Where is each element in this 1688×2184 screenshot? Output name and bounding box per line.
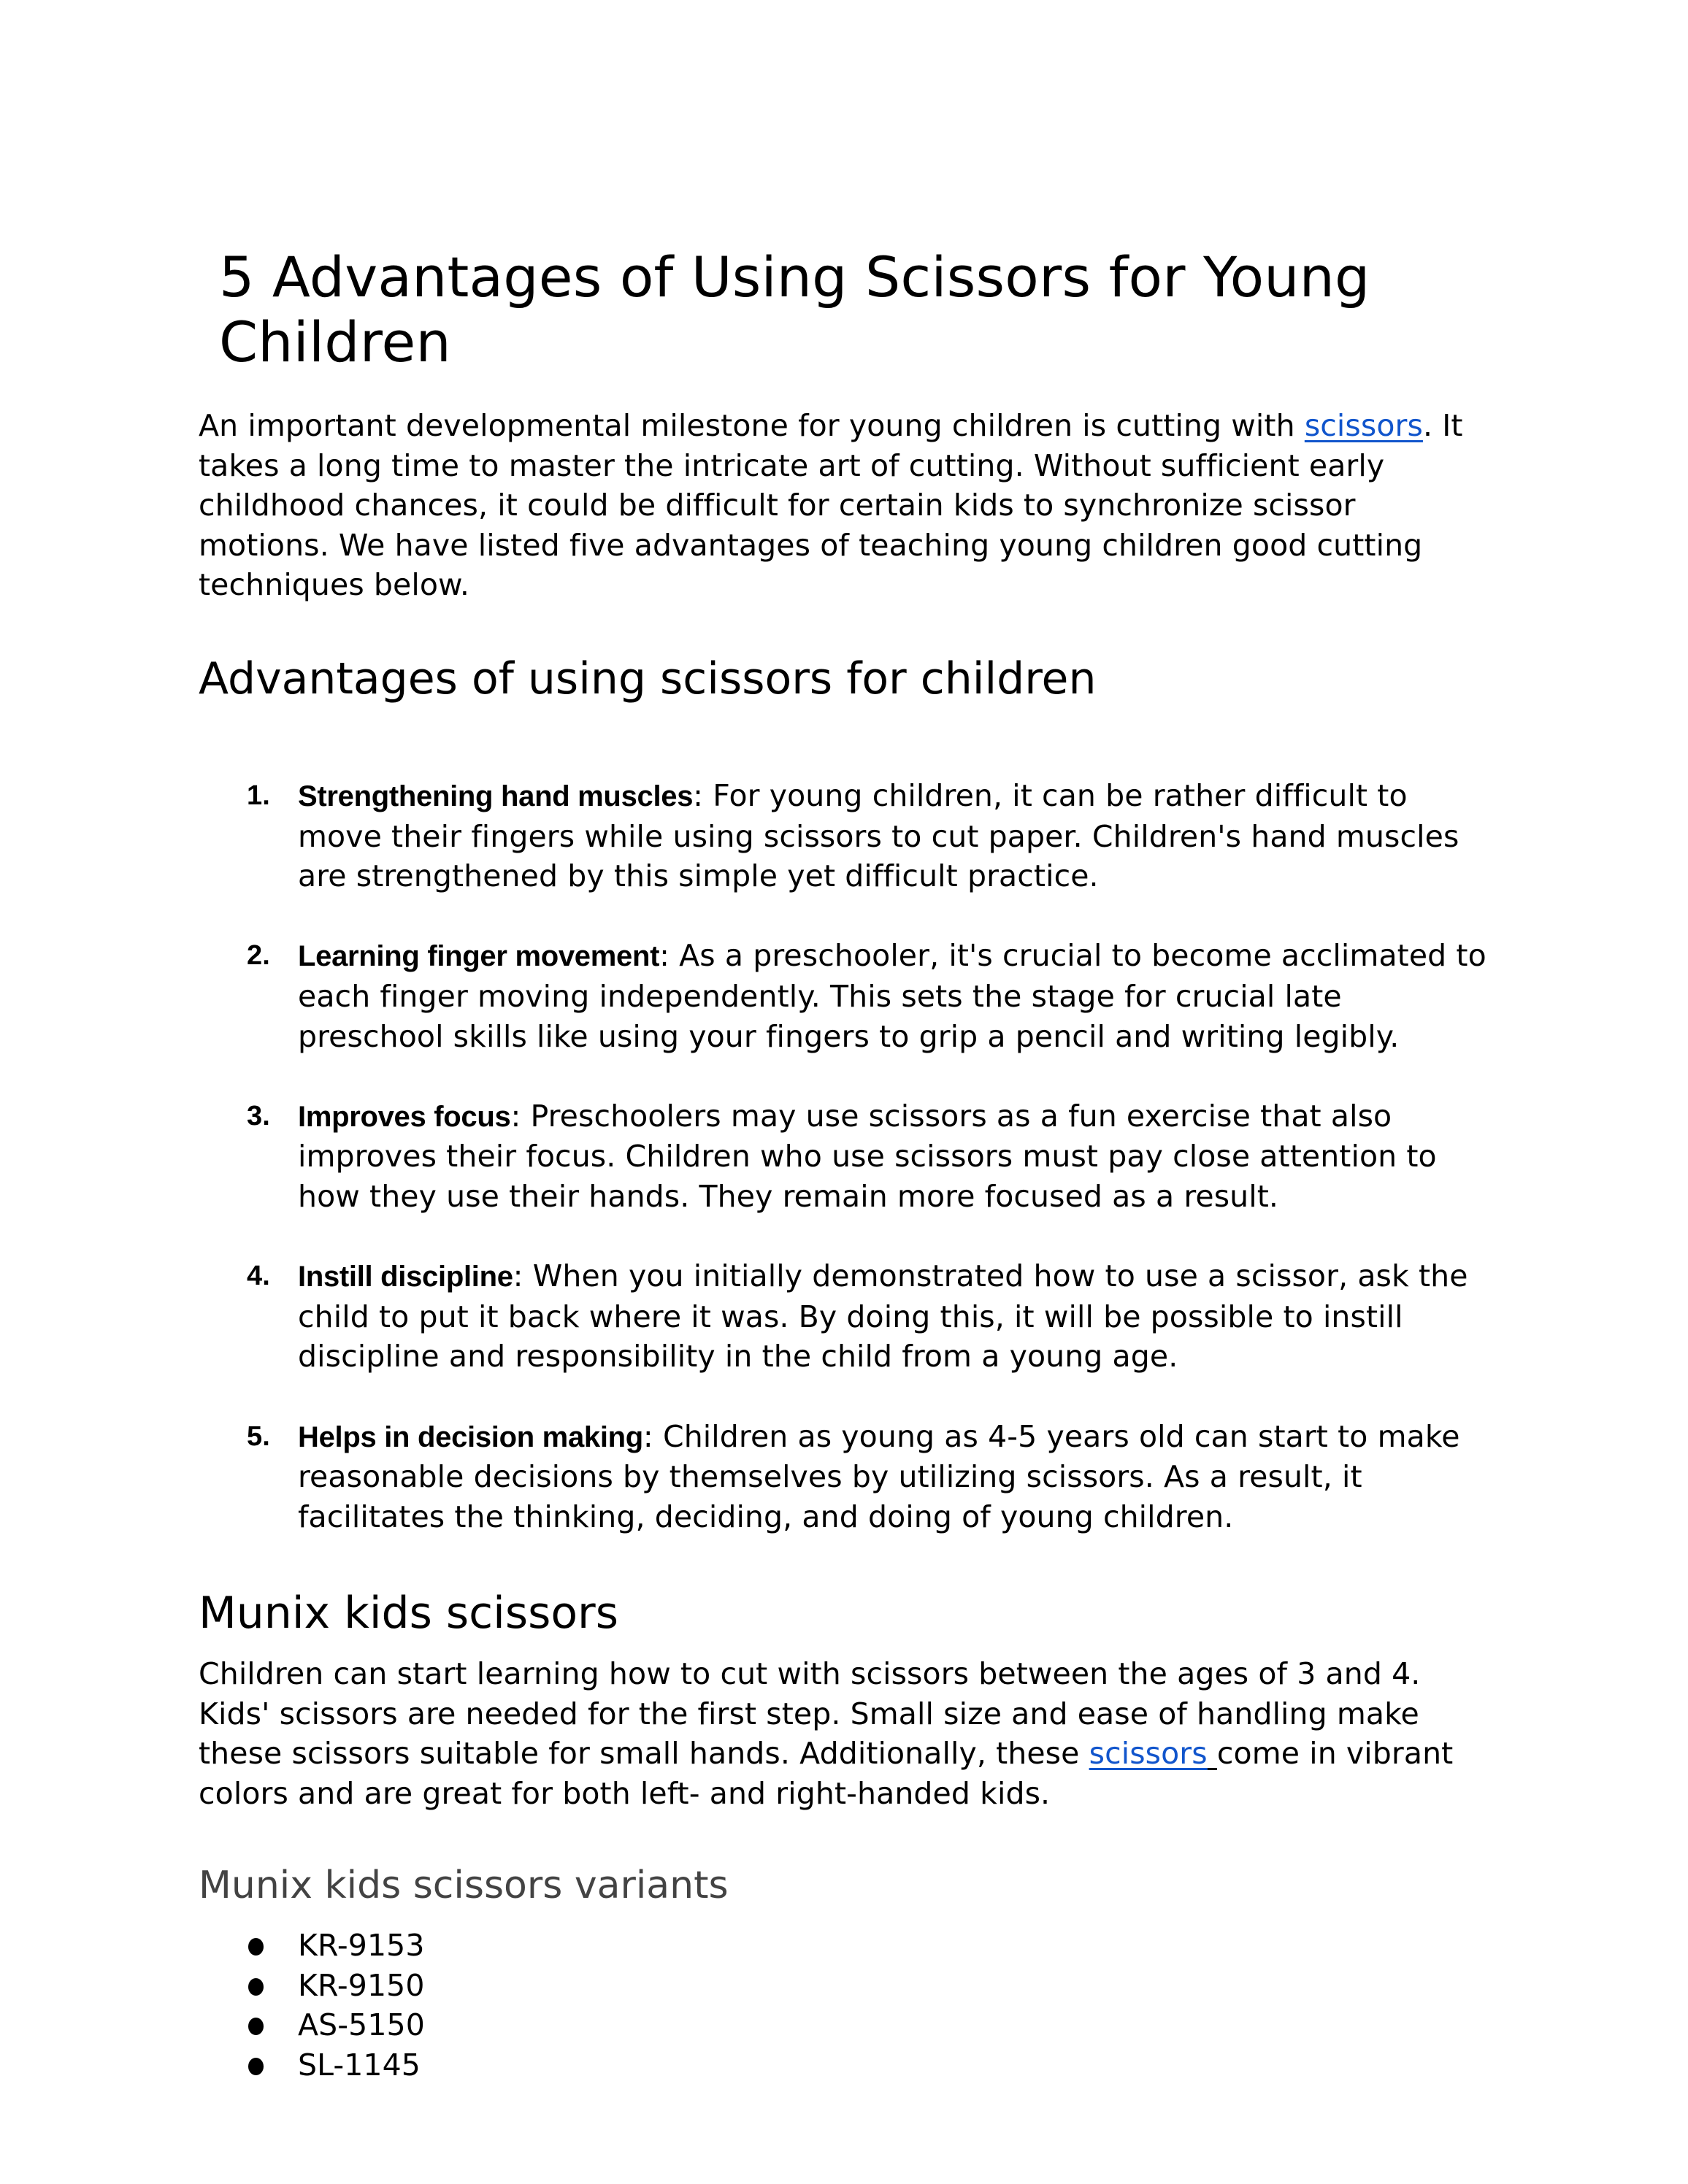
- list-number: 4.: [247, 1261, 270, 1292]
- bullet-icon: [248, 1978, 264, 1996]
- intro-paragraph: [199, 406, 1484, 605]
- advantage-label: Helps in decision making: [298, 1420, 643, 1453]
- intro-text-before-link: An important developmental milestone for young children is cutting with: [199, 408, 1305, 443]
- munix-text-before-link: Children can start learning how to cut with scissors between the ages of 3 and 4. Kids' scissors are needed for the first step. Small size and ease of handling make these scissors suitable for small hands. Additionally, these: [199, 1656, 1421, 1772]
- variant-item: [199, 1926, 425, 1966]
- bullet-icon: [248, 1938, 264, 1956]
- advantage-text: : As a preschooler, it's crucial to become acclimated to each finger moving independently. This sets the stage for crucial late preschool skills like using your fingers to grip a pencil and writing legibly.: [298, 938, 1486, 1054]
- advantage-text: : When you initially demonstrated how to use a scissor, ask the child to put it back where it was. By doing this, it will be possible to instill discipline and responsibility in the child from a young age.: [298, 1258, 1468, 1374]
- list-number: 2.: [247, 940, 270, 972]
- list-number: 5.: [247, 1420, 270, 1452]
- advantage-label: Strengthening hand muscles: [298, 780, 694, 812]
- scissors-link-2[interactable]: scissors: [1089, 1736, 1208, 1772]
- variant-label: SL-1145: [298, 2047, 421, 2083]
- link-trailing-space: [1208, 1736, 1217, 1771]
- variants-list: [199, 1926, 425, 2085]
- document-title: 5 Advantages of Using Scissors for Young Children: [219, 245, 1370, 374]
- advantage-label: Instill discipline: [298, 1261, 513, 1293]
- variant-item: [199, 2045, 425, 2085]
- bullet-icon: [248, 2058, 264, 2075]
- list-number: 3.: [247, 1100, 270, 1131]
- variant-label: KR-9150: [298, 1967, 425, 2003]
- advantage-label: Improves focus: [298, 1100, 511, 1133]
- advantage-text: : Children as young as 4-5 years old can start to make reasonable decisions by themselves by utilizing scissors. As a result, it facilitates the thinking, deciding, and doing of young children.: [298, 1418, 1460, 1534]
- variant-label: KR-9153: [298, 1928, 425, 1963]
- advantage-item: [199, 1417, 1495, 1537]
- munix-text-after-link: come in vibrant colors and are great for both left- and right-handed kids.: [199, 1736, 1454, 1811]
- advantage-text: : For young children, it can be rather difficult to move their fingers while using scissors to cut paper. Children's hand muscles are strengthened by this simple yet difficult practice.: [298, 778, 1459, 894]
- variants-heading: Munix kids scissors variants: [199, 1864, 729, 1907]
- variant-label: AS-5150: [298, 2007, 425, 2043]
- advantage-text: : Preschoolers may use scissors as a fun exercise that also improves their focus. Children who use scissors must pay close attention to how they use their hands. They remain more focused as a result.: [298, 1098, 1437, 1214]
- advantage-item: [199, 1096, 1495, 1217]
- advantages-list: [199, 776, 1484, 1577]
- list-number: 1.: [247, 780, 270, 811]
- advantage-item: [199, 776, 1495, 896]
- advantages-heading: Advantages of using scissors for children: [199, 653, 1097, 704]
- advantage-item: [199, 1256, 1495, 1377]
- munix-heading: Munix kids scissors: [199, 1588, 618, 1639]
- variant-item: [199, 2005, 425, 2045]
- bullet-icon: [248, 2018, 264, 2035]
- advantage-label: Learning finger movement: [298, 940, 660, 973]
- advantage-item: [199, 936, 1495, 1056]
- variant-item: [199, 1966, 425, 2006]
- intro-text-after-link: . It takes a long time to master the intricate art of cutting. Without sufficient early childhood chances, it could be difficult for certain kids to synchronize scissor motions. We have listed five advantages of teaching young children good cutting techniques below.: [199, 408, 1463, 603]
- scissors-link[interactable]: scissors: [1304, 408, 1423, 443]
- munix-paragraph: [199, 1654, 1484, 1813]
